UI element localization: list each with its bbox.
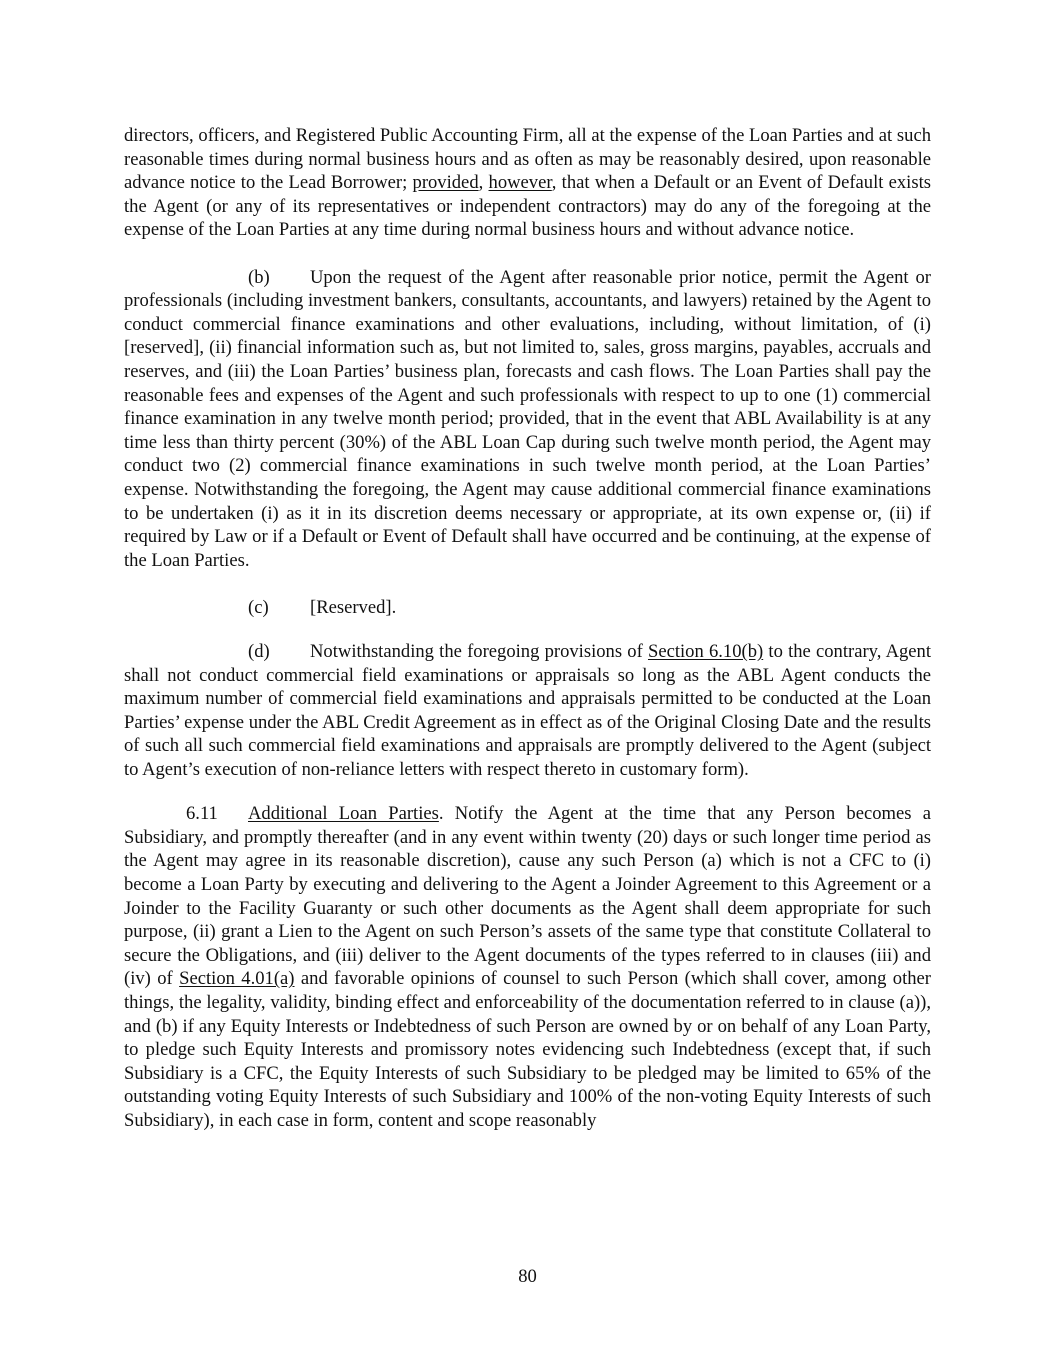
continuation-text-2: , [478, 172, 489, 194]
paragraph-d-label: (d) [248, 641, 270, 663]
continuation-text-3: , that when a Default or an Event of Default exists the Agent (or any of its representatives or independent contractors) may do any of the foregoing at the expense of the Loan Parties at any time during normal business hours and without advance notice. [124, 172, 931, 241]
section-6-11 [124, 802, 931, 1132]
paragraph-c-label: (c) [248, 596, 269, 618]
page-number: 80 [518, 1266, 537, 1287]
section-6-11-heading: Additional Loan Parties [248, 803, 439, 825]
section-6-10b-reference: Section 6.10(b) [647, 641, 764, 663]
paragraph-d-text-2: to the contrary, Agent shall not conduct commercial field examinations or appraisals so long as the ABL Agent conducts the maximum number of commercial field examinations and appraisals permitted to be conducted at the Loan Parties’ expense under the ABL Credit Agreement as in effect as of the Original Closing Date and the results of such all such commercial field examinations and appraisals are promptly delivered to the Agent (subject to Agent’s execution of non-reliance letters with respect thereto in customary form). [124, 641, 932, 781]
paragraph-b-text: Upon the request of the Agent after reasonable prior notice, permit the Agent or professionals (including investment bankers, consultants, accountants, and lawyers) retained by the Agent to conduct commercial finance examinations and other evaluations, including, without limitation, of (i) [reserved], (ii) financial information such as, but not limited to, sales, gross margins, payables, accruals and reserves, and (iii) the Loan Parties’ business plan, forecasts and cash flows. The Loan Parties shall pay the reasonable fees and expenses of the Agent and such professionals with respect to up to one (1) commercial finance examination in any twelve month period; provided, that in the event that ABL Availability is at any time less than thirty percent (30%) of the ABL Loan Cap during such twelve month period, the Agent may conduct two (2) commercial finance examinations in such twelve month period, at the Loan Parties’ expense. Notwithstanding the foregoing, the Agent may cause additional commercial finance examinations to be undertaken (i) as it in its discretion deems necessary or appropriate, at its own expense or, (ii) if required by Law or if a Default or Event of Default shall have occurred and be continuing, at the expense of the Loan Parties. [124, 266, 931, 571]
section-6-11-text-1: . Notify the Agent at the time that any Person becomes a Subsidiary, and promptly thereafter (and in any event within twenty (20) days or such longer time period as the Agent may agree in its reasonable discretion), cause any such Person (a) which is not a CFC to (i) become a Loan Party by executing and delivering to the Agent a Joinder Agreement to this Agreement or a Joinder to the Facility Guaranty or such other documents as the Agent shall deem appropriate for such purpose, (ii) grant a Lien to the Agent on such Person’s assets of the same type that constitute Collateral to secure the Obligations, and (iii) deliver to the Agent documents of the types referred to in clauses (iii) and (iv) of [124, 803, 931, 990]
document-page [124, 124, 931, 1133]
paragraph-d-text-1: Notwithstanding the foregoing provisions of [310, 641, 648, 663]
section-6-11-number: 6.11 [186, 803, 218, 825]
however-term: however [488, 172, 552, 194]
provided-term: provided [412, 172, 479, 194]
paragraph-b-label: (b) [248, 266, 270, 288]
paragraph-c-text: [Reserved]. [310, 596, 397, 618]
continuation-text-1: directors, officers, and Registered Public Accounting Firm, all at the expense of the Loan Parties and at such reasonable times during normal business hours and as often as may be reasonably desired, upon reasonable advance notice to the Lead Borrower; [124, 125, 931, 194]
section-4-01a-reference: Section 4.01(a) [179, 968, 295, 990]
paragraph-continuation [124, 124, 931, 242]
paragraph-d [124, 640, 931, 782]
paragraph-c [124, 596, 931, 620]
paragraph-b [124, 266, 931, 573]
section-6-11-text-2: and favorable opinions of counsel to such Person (which shall cover, among other things, the legality, validity, binding effect and enforceability of the documentation referred to in clause (a)), and (b) if any Equity Interests or Indebtedness of such Person are owned by or on behalf of any Loan Party, to pledge such Equity Interests and promissory notes evidencing such Indebtedness (except that, if such Subsidiary is a CFC, the Equity Interests of such Subsidiary to be pledged may be limited to 65% of the outstanding voting Equity Interests of such Subsidiary and 100% of the non-voting Equity Interests of such Subsidiary), in each case in form, content and scope reasonably [124, 968, 931, 1131]
